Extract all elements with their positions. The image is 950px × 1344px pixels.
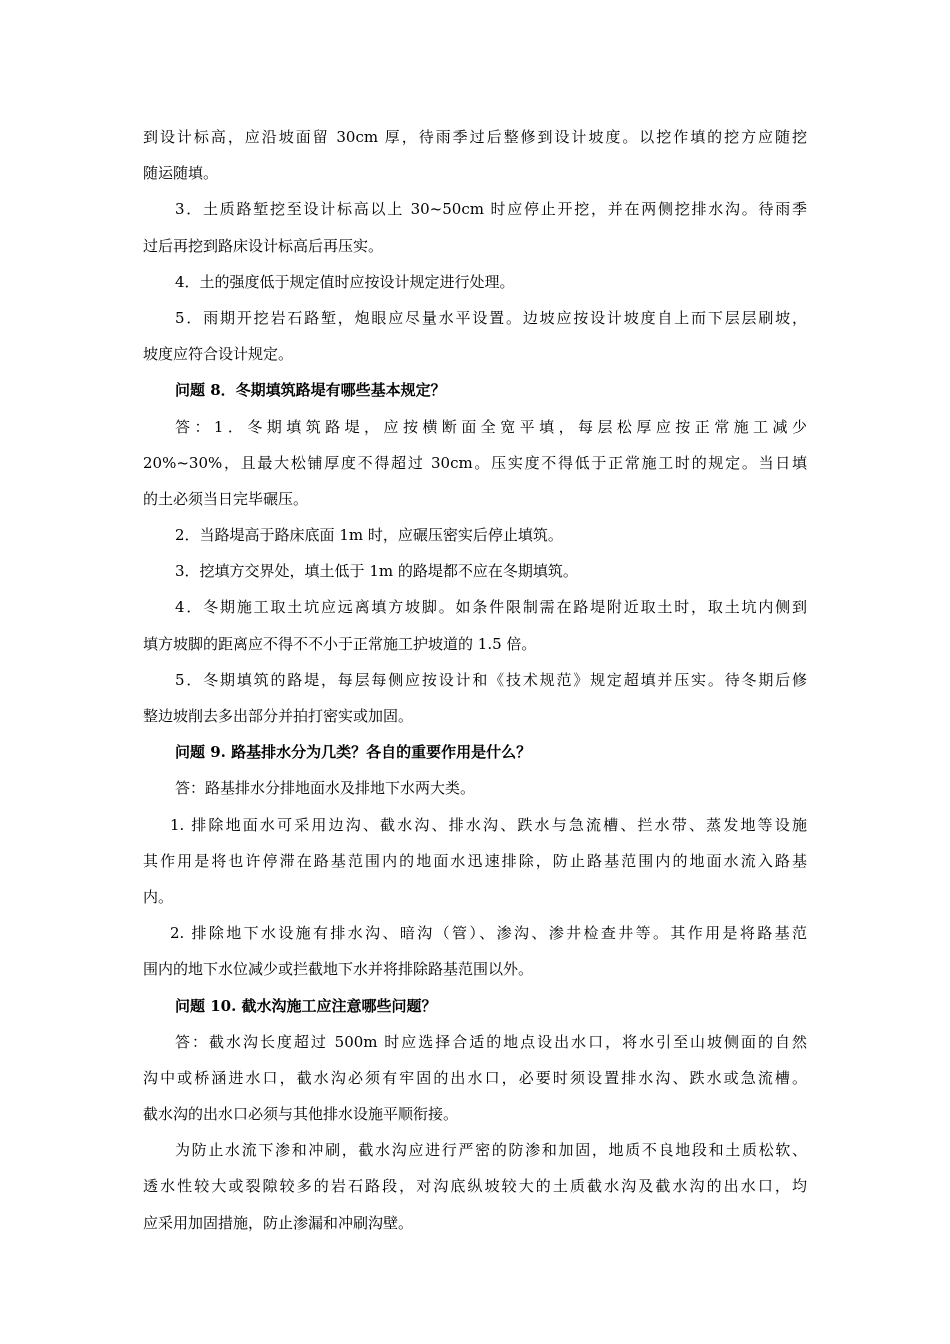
text-line: 5．冬期填筑的路堤，每层每侧应按设计和《技术规范》规定超填并压实。待冬期后修 bbox=[175, 670, 807, 689]
text-line: 答：截水沟长度超过 500m 时应选择合适的地点设出水口，将水引至山坡侧面的自然 bbox=[175, 1032, 807, 1051]
text-line: 应采用加固措施，防止渗漏和冲刷沟壁。 bbox=[143, 1213, 414, 1232]
text-line: 4．冬期施工取土坑应远离填方坡脚。如条件限制需在路堤附近取土时，取土坑内侧到 bbox=[175, 598, 807, 617]
text-line: 到设计标高，应沿坡面留 30cm 厚，待雨季过后整修到设计坡度。以挖作填的挖方应随挖 bbox=[143, 128, 807, 146]
text-line: 2．当路堤高于路床底面 1m 时，应碾压密实后停止填筑。 bbox=[175, 526, 563, 545]
text-line: 围内的地下水位减少或拦截地下水并将排除路基范围以外。 bbox=[143, 960, 534, 979]
text-line: 答：1．冬期填筑路堤，应按横断面全宽平填，每层松厚应按正常施工减少 bbox=[175, 417, 807, 436]
text-line: 填方坡脚的距离应不得不不小于正常施工护坡道的 1.5 倍。 bbox=[143, 634, 537, 653]
text-line: 1. 排除地面水可采用边沟、截水沟、排水沟、跌水与急流槽、拦水带、蒸发地等设施 bbox=[170, 815, 807, 834]
text-line: 坡度应符合设计规定。 bbox=[143, 345, 294, 364]
text-line: 2. 排除地下水设施有排水沟、暗沟（管）、渗沟、渗井检查井等。其作用是将路基范 bbox=[170, 924, 807, 943]
text-line: 内。 bbox=[143, 887, 174, 906]
text-line: 透水性较大或裂隙较多的岩石路段，对沟底纵坡较大的土质截水沟及截水沟的出水口，均 bbox=[143, 1177, 807, 1196]
text-line: 过后再挖到路床设计标高后再压实。 bbox=[143, 236, 384, 255]
text-line: 截水沟的出水口必须与其他排水设施平顺衔接。 bbox=[143, 1105, 459, 1124]
text-line: 随运随填。 bbox=[143, 164, 219, 183]
question-heading: 问题 10. 截水沟施工应注意哪些问题？ bbox=[175, 996, 437, 1015]
question-heading: 问题 9. 路基排水分为几类？各自的重要作用是什么？ bbox=[175, 743, 532, 762]
text-line: 的土必须当日完毕碾压。 bbox=[143, 489, 309, 508]
text-line: 3．挖填方交界处，填土低于 1m 的路堤都不应在冬期填筑。 bbox=[175, 562, 578, 581]
question-heading: 问题 8．冬期填筑路堤有哪些基本规定？ bbox=[175, 381, 446, 400]
text-line: 答：路基排水分排地面水及排地下水两大类。 bbox=[175, 779, 476, 798]
text-line: 为防止水流下渗和冲刷，截水沟应进行严密的防渗和加固，地质不良地段和土质松软、 bbox=[175, 1141, 807, 1160]
text-line: 5．雨期开挖岩石路堑，炮眼应尽量水平设置。边坡应按设计坡度自上而下层层刷坡， bbox=[175, 308, 807, 327]
text-line: 20%~30%，且最大松铺厚度不得超过 30cm。压实度不得低于正常施工时的规定。当日填 bbox=[143, 453, 807, 472]
text-line: 整边坡削去多出部分并拍打密实或加固。 bbox=[143, 707, 414, 725]
text-line: 其作用是将也许停滞在路基范围内的地面水迅速排除，防止路基范围内的地面水流入路基 bbox=[143, 851, 807, 870]
document-page bbox=[143, 119, 807, 1241]
text-line: 4．土的强度低于规定值时应按设计规定进行处理。 bbox=[175, 272, 515, 291]
text-line: 沟中或桥涵进水口，截水沟必须有牢固的出水口，必要时须设置排水沟、跌水或急流槽。 bbox=[143, 1068, 807, 1087]
text-line: 3．土质路堑挖至设计标高以上 30~50cm 时应停止开挖，并在两侧挖排水沟。待雨季 bbox=[175, 200, 807, 219]
